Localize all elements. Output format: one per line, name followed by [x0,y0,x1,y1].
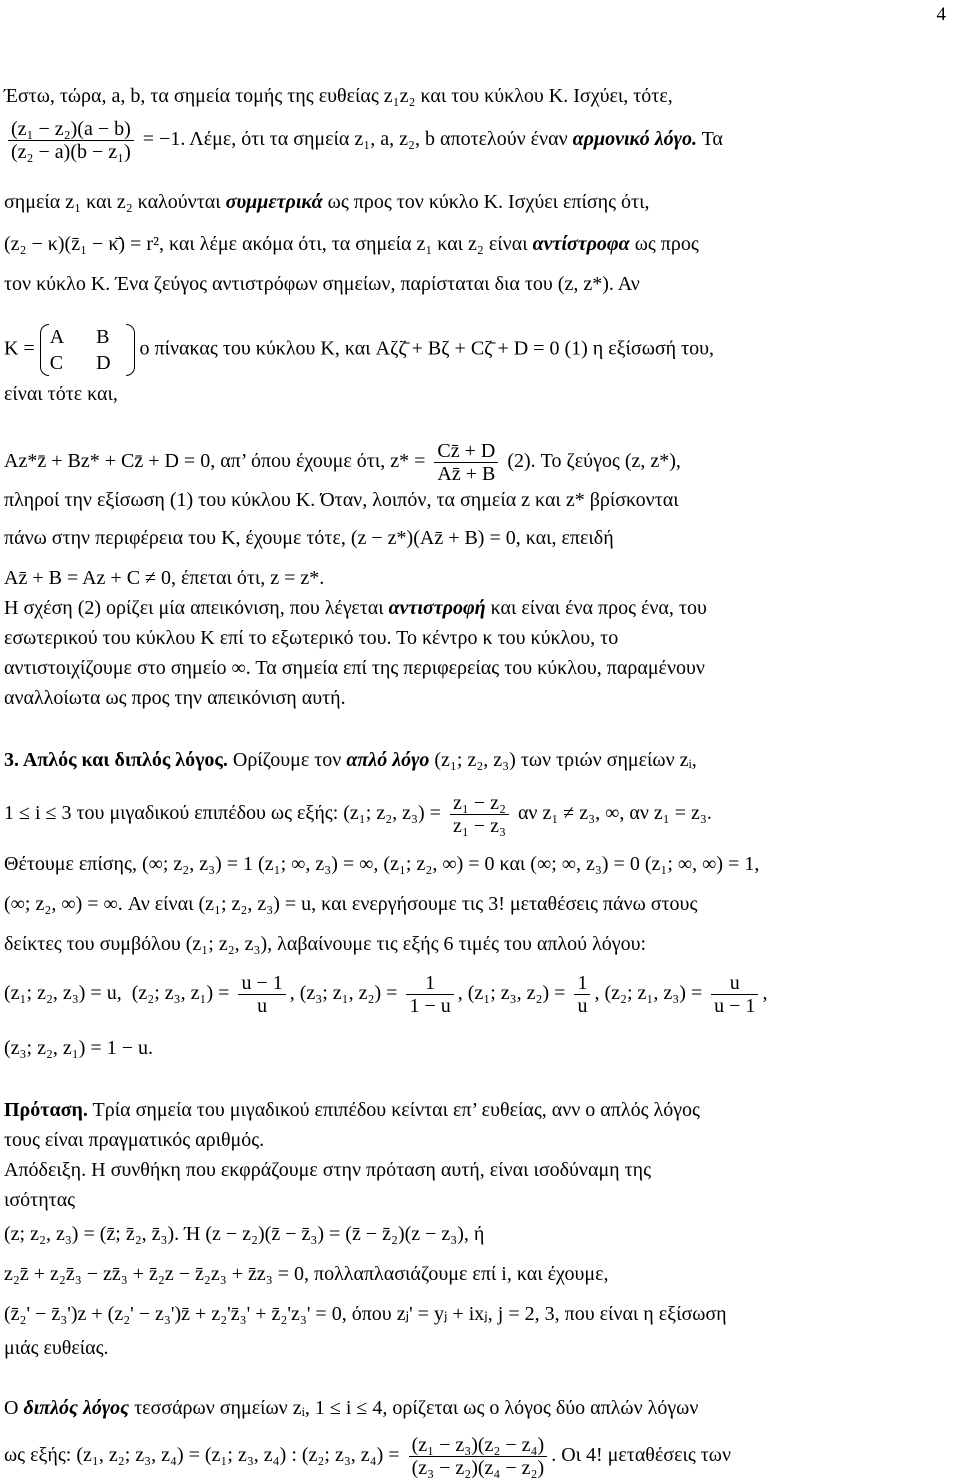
paragraph-line: πάνω στην περιφέρεια του K, έχουμε τότε, (z − z*)(Az̄ + B) = 0, και, επειδή [4,527,614,549]
fraction: $\frac{\text{z₁ − z₂}}{\text{z₁ − z₃}}$ [450,792,509,837]
fraction: $\frac{u - 1}{u}$ [238,972,285,1017]
paragraph-line: Ο διπλός λόγος τεσσάρων σημείων zᵢ, 1 ≤ i ≤ 4, ορίζεται ως ο λόγος δύο απλών λόγων [4,1397,699,1419]
paragraph-line: Έστω, τώρα, a, b, τα σημεία τομής της ευθείας z₁z₂ και του κύκλου K. Ισχύει, τότε, [4,85,673,107]
paragraph-line: Απόδειξη. Η συνθήκη που εκφράζουμε στην πρόταση αυτή, είναι ισοδύναμη της [4,1159,652,1181]
paragraph-line: 3. Απλός και διπλός λόγος. Ορίζουμε τον απλό λόγο (z₁; z₂, z₃) των τριών σημείων zᵢ, [4,749,697,771]
bold-term: διπλός λόγος [23,1397,130,1419]
fraction: $\frac{\text{(z₁ − z₂)(a − b)}}{\text{(z₂ − a)(b − z₁)}}$ [8,118,134,163]
page-number: 4 [936,4,946,25]
equation-line: z₂z̄ + z₂z̄₃ − zz̄₃ + z̄₂z − z̄₂z₃ + z̄z₃ = 0, πολλαπλασιάζουμε επί i, και έχουμε, [4,1263,609,1285]
bold-term: αντιστροφή [388,597,486,619]
equation-line: (z̄₂' − z̄₃')z + (z₂' − z₃')z̄ + z₂'z̄₃' + z̄₂'z₃' = 0, όπου zⱼ' = yⱼ + ixⱼ, j = 2, 3, που είναι η εξίσωση [4,1303,727,1325]
fraction: $\frac{1}{u}$ [574,972,590,1017]
paragraph-line: ως εξής: (z₁, z₂; z₃, z₄) = (z₁; z₃, z₄) : (z₂; z₃, z₄) = $\frac{\text{(z₁ − z₃)(z₂ − z₄)}}{\text{(z₃ − z₂)(z₄ − z₂)}}$ . Οι 4! μεταθέσεις των [4,1434,732,1479]
paragraph-line: (z₂ − κ)(z̄₁ − κ̄) = r², και λέμε ακόμα ότι, τα σημεία z₁ και z₂ είναι αντίστροφα ως προς [4,233,699,255]
fraction: $\frac{u}{u - 1}$ [711,972,758,1017]
paragraph-line: εσωτερικού του κύκλου K επί το εξωτερικό του. Το κέντρο κ του κύκλου, το [4,627,619,649]
paragraph-line: Πρόταση. Τρία σημεία του μιγαδικού επιπέδου κείνται επ’ ευθείας, ανν ο απλός λόγος [4,1099,700,1121]
matrix: A B C D [40,324,135,376]
paragraph-line: αναλλοίωτα ως προς την απεικόνιση αυτή. [4,687,346,709]
section-heading: 3. Απλός και διπλός λόγος. [4,749,228,771]
paragraph-line: αντιστοιχίζουμε στο σημείο ∞. Τα σημεία επί της περιφερείας του κύκλου, παραμένουν [4,657,705,679]
paragraph-line: K = A B C D ο πίνακας του κύκλου K, και Aζζ̄ + Bζ + Cζ̄ + D = 0 (1) η εξίσωσή του, [4,326,715,374]
equation-line: (z; z₂, z₃) = (z̄; z̄₂, z̄₃). Ή (z − z₂)(z̄ − z̄₃) = (z̄ − z̄₂)(z − z₃), ή [4,1223,485,1245]
bold-term: απλό λόγο [346,749,430,771]
bold-term: συμμετρικά [225,191,323,213]
paragraph-line: ισότητας [4,1189,76,1211]
bold-term: αντίστροφα [532,233,630,255]
fraction: $\frac{1}{1 - u}$ [406,972,453,1017]
paragraph-line: δείκτες του συμβόλου (z₁; z₂, z₃), λαβαίνουμε τις εξής 6 τιμές του απλού λόγου: [4,933,647,955]
paragraph-line: τους είναι πραγματικός αριθμός. [4,1129,265,1151]
paragraph-line: Az̄ + B = Az + C ≠ 0, έπεται ότι, z = z*. [4,567,325,589]
paragraph-line: Θέτουμε επίσης, (∞; z₂, z₃) = 1 (z₁; ∞, z₃) = ∞, (z₁; z₂, ∞) = 0 και (∞; ∞, z₃) = 0 (z₁; ∞, ∞) = 1, [4,853,760,875]
paragraph-line: (z₁; z₂, z₃) = u, (z₂; z₃, z₁) = $\frac{u - 1}{u}$ , (z₃; z₁, z₂) = $\frac{1}{1 - u}$ , (z₁; z₃, z₂) = $\frac{1}{u}$ , (z₂; z₁, z₃) = $\frac{u}{u - 1}$ , [4,972,768,1017]
fraction: $\frac{Cz̄ + D}{Az̄ + B}$ [434,440,498,485]
paragraph-line: τον κύκλο K. Ένα ζεύγος αντιστρόφων σημείων, παρίσταται δια του (z, z*). Αν [4,273,640,295]
paragraph-line: σημεία z₁ και z₂ καλούνται συμμετρικά ως προς τον κύκλο K. Ισχύει επίσης ότι, [4,191,650,213]
bold-term: αρμονικό λόγο. [572,128,697,151]
paragraph-line: (∞; z₂, ∞) = ∞. Αν είναι (z₁; z₂, z₃) = u, και ενεργήσουμε τις 3! μεταθέσεις πάνω στους [4,893,698,915]
paragraph-line: μιάς ευθείας. [4,1337,109,1359]
paragraph-line: Η σχέση (2) ορίζει μία απεικόνιση, που λέγεται αντιστροφή και είναι ένα προς ένα, του [4,597,707,619]
proposition-label: Πρόταση. [4,1099,88,1121]
paragraph-line: Az*z̄ + Bz* + Cz̄ + D = 0, απ’ όπου έχουμε ότι, z* = $\frac{Cz̄ + D}{Az̄ + B}$ (2). Το ζεύγος (z, z*), [4,440,681,485]
paragraph-line: είναι τότε και, [4,383,118,405]
paragraph-line: 1 ≤ i ≤ 3 του μιγαδικού επιπέδου ως εξής: (z₁; z₂, z₃) = $\frac{\text{z₁ − z₂}}{\text{z₁ − z₃}}$ αν z₁ ≠ z₃, ∞, αν z₁ = z₃. [4,792,712,837]
fraction: $\frac{\text{(z₁ − z₃)(z₂ − z₄)}}{\text{(z₃ − z₂)(z₄ − z₂)}}$ [409,1434,548,1479]
paragraph-line: $\frac{\text{(z₁ − z₂)(a − b)}}{\text{(z₂ − a)(b − z₁)}}$ = −1. Λέμε, ότι τα σημεία z₁, a, z₂, b αποτελούν έναν αρμονικό λόγο. Τα [4,118,723,163]
paragraph-line: πληροί την εξίσωση (1) του κύκλου K. Όταν, λοιπόν, τα σημεία z και z* βρίσκονται [4,489,679,511]
paragraph-line: (z₃; z₂, z₁) = 1 − u. [4,1037,153,1059]
